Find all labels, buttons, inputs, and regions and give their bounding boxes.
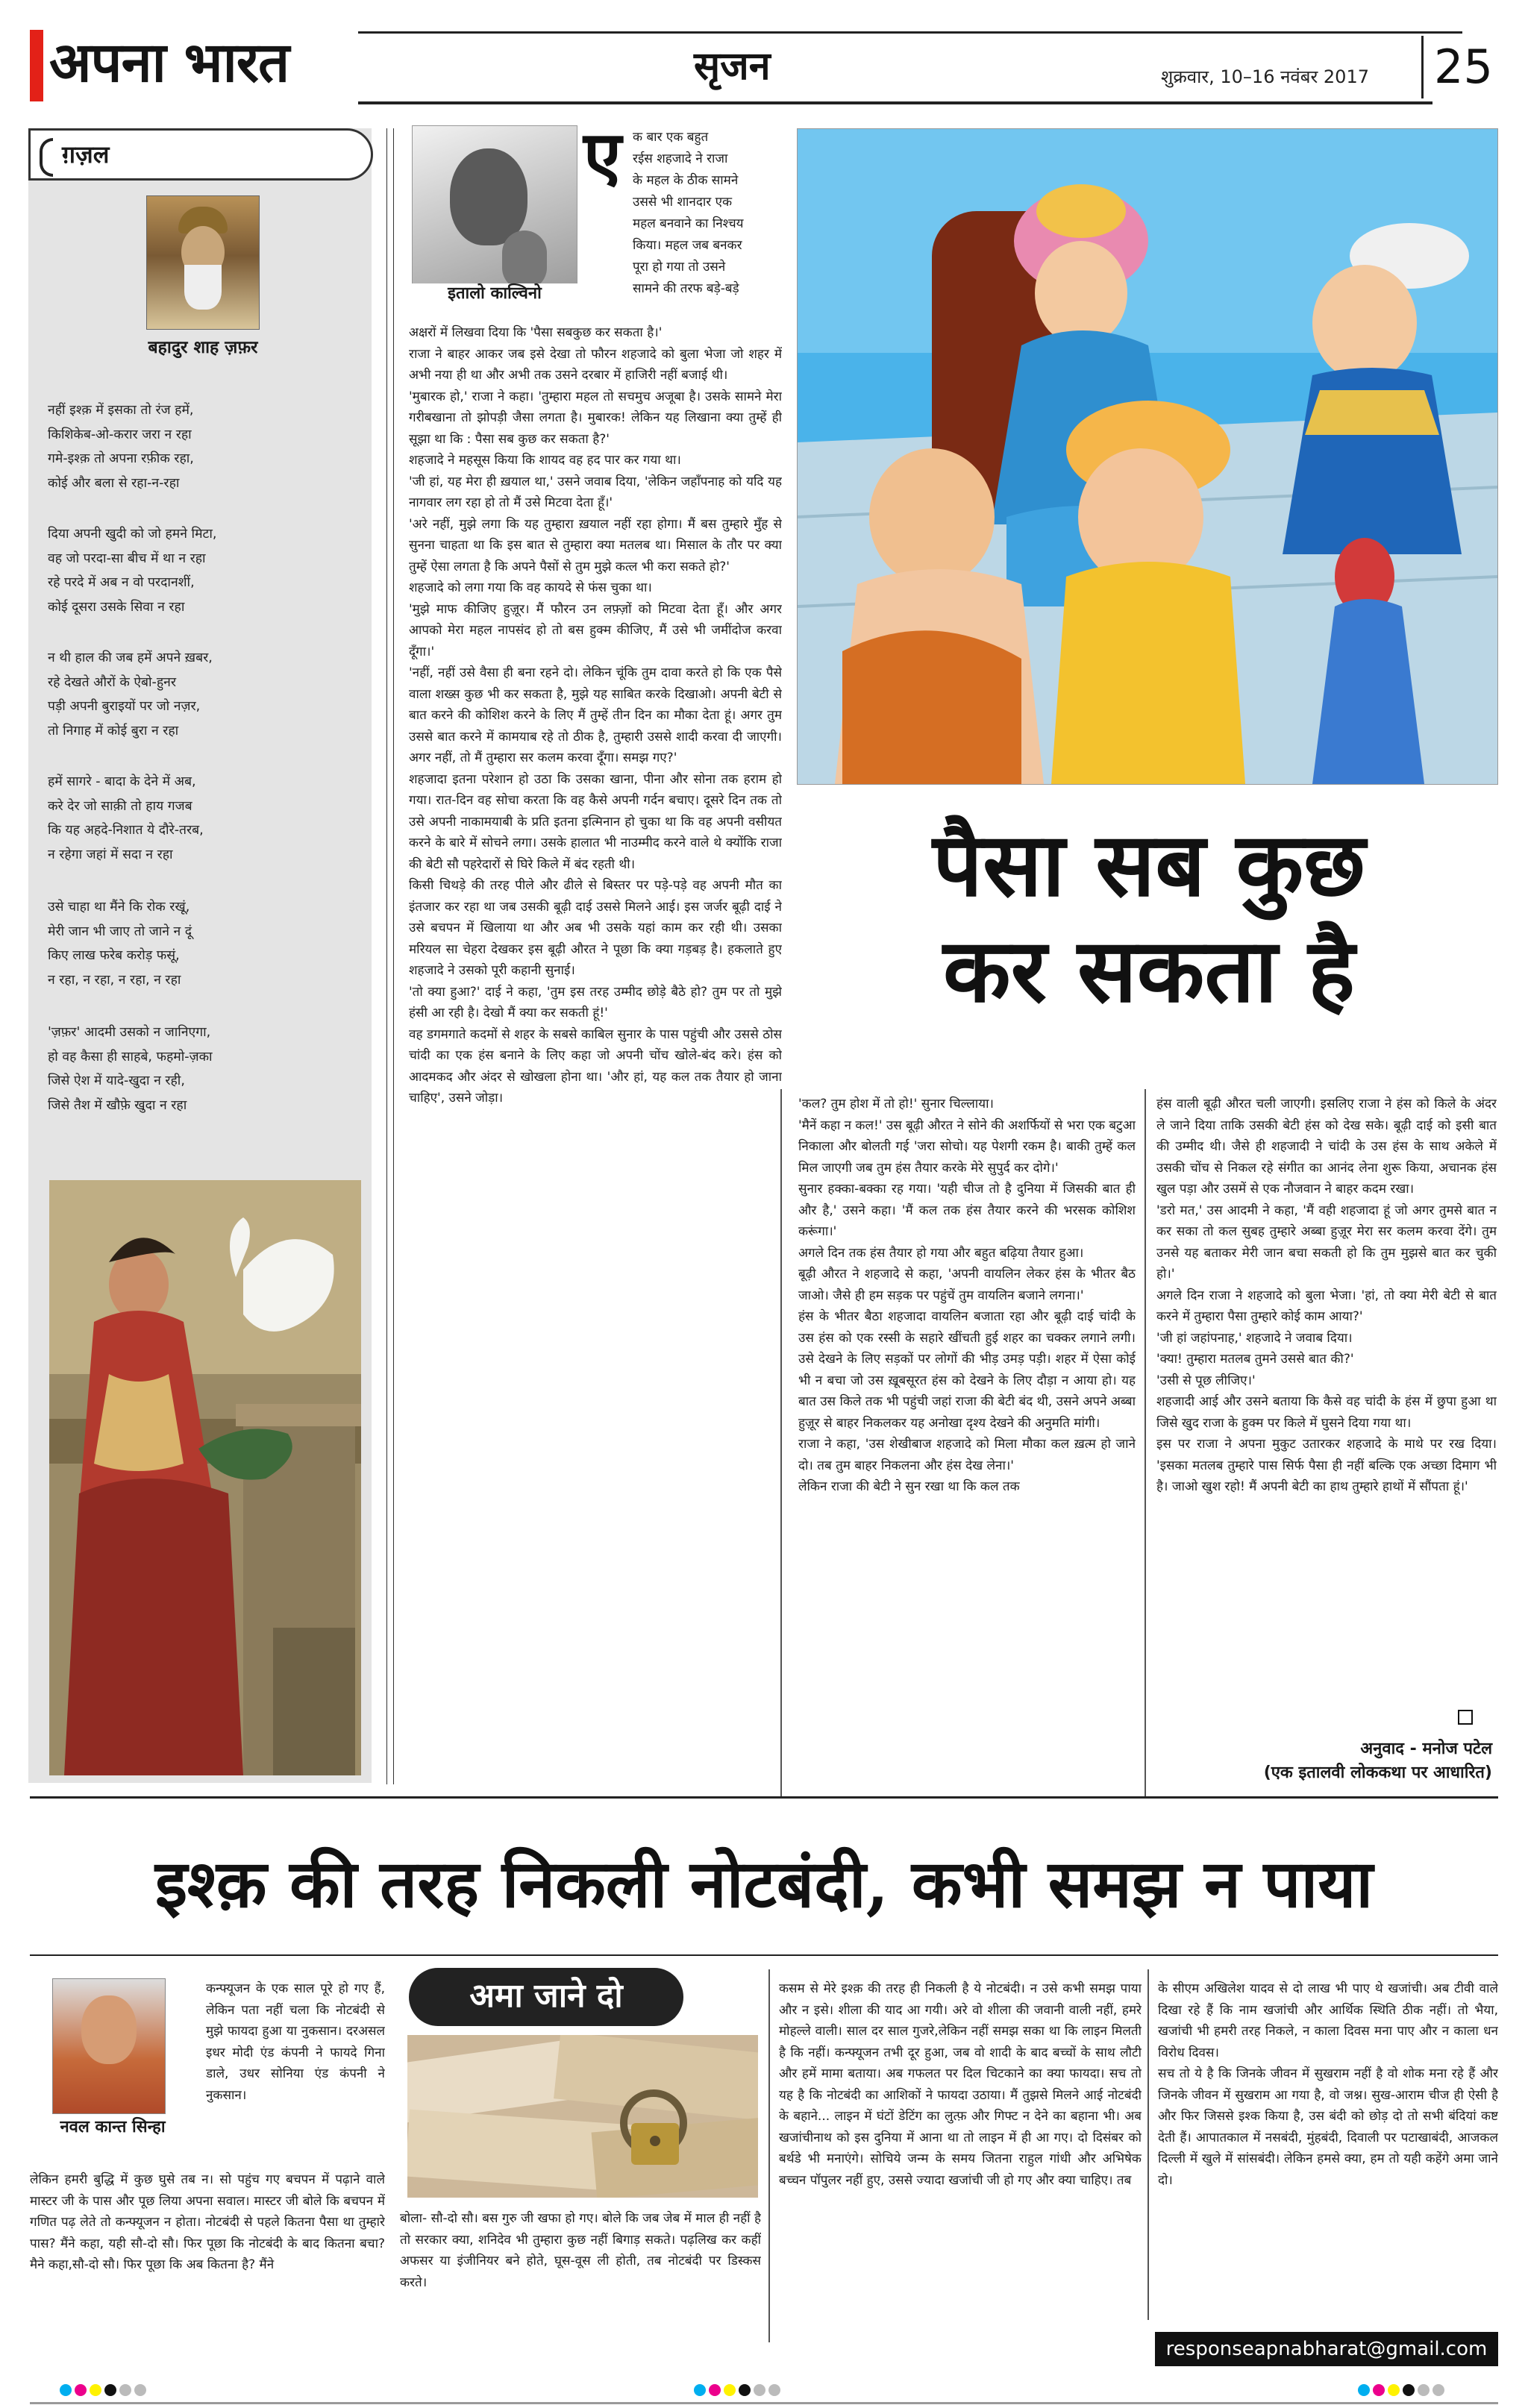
author-caption: इतालो काल्विनो [412, 283, 577, 304]
page-bottom-rule [30, 2402, 1498, 2404]
masthead-divider [1421, 36, 1424, 98]
response-email-box [1155, 2332, 1498, 2366]
column-separator [1145, 1089, 1146, 1798]
page-number: 25 [1434, 40, 1493, 94]
issue-date: शुक्रवार, 10–16 नवंबर 2017 [1161, 66, 1369, 87]
story-headline [821, 812, 1477, 1023]
registration-dots [694, 2384, 783, 2401]
column-separator [386, 128, 394, 1784]
story-dropcap: ए [583, 116, 621, 196]
writer-caption: नवल कान्त सिन्हा [60, 2118, 166, 2136]
satire-column-d: के सीएम अखिलेश यादव से दो लाख भी पाए थे खजांची। अब टीवी वाले दिखा रहे हैं कि नाम खजांची और आर्थिक स्थिति ठीक नहीं। तो भैया, खजांची भी हमरी तरह निकले, न काला दिवस मना पाए और न काला धन विरोध दिवस। सच तो ये है कि जिनके जीवन में सुखराम नहीं है वो शोक मना रहे हैं और जिनके जीवन में सुखराम आ गया है, वो जश्न। सुख-आराम चीज ही ऐसी है और फिर जिससे इश्क किया है, उस बंदी को छोड़ दो तो सभी बंदियां कष्ट देती हैं। आपातकाल में नसबंदी, मुंहबंदी, दिवाली पर पटाखाबंदी, आजकल दिल्ली में खुले में सांसबंदी। लेकिन हमसे क्या, हम तो यही कहेंगे अमा जाने दो। [1158, 1981, 1498, 2188]
masthead-rule-top [358, 31, 1462, 34]
ghazal-stanza: नहीं इश्क़ में इसका तो रंज हमें, किशिकेब-ओ-करार जरा न रहा गमे-इश्क़ तो अपना रफ़ीक रहा, कोई और बला से रहा-न-रहा [48, 403, 194, 491]
story-column-1: अक्षरों में लिखवा दिया कि 'पैसा सबकुछ कर सकता है।' राजा ने बाहर आकर जब इसे देखा तो फौरन शहजादे को बुला भेजा जो शहर में अभी नया ही था और अभी तक उसने दरबार में हाजिरी नहीं बजाई थी। 'मुबारक हो,' राजा ने कहा। 'तुम्हारा महल तो सचमुच अजूबा है। उसके सामने मेरा गरीबखाना तो झोपड़ी जैसा लगता है। मुबारक! लेकिन यह लिखाना क्या तुम्हें ही सूझा था कि : पैसा सब कुछ कर सकता है?' शहजादे ने महसूस किया कि शायद वह हद पार कर गया था। 'जी हां, यह मेरा ही ख़याल था,' उसने जवाब दिया, 'लेकिन जहाँपनाह को यदि यह नागवार लग रहा हो तो मैं उसे मिटवा देता हूँ।' 'अरे नहीं, मुझे लगा कि यह तुम्हारा ख़याल नहीं रहा होगा। मैं बस तुम्हारे मुँह से सुनना चाहता था कि इस बात से तुम्हारा क्या मतलब था। मिसाल के तौर पर क्या तुम्हें ऐसा लगता है कि अपने पैसों से तुम मुझे कत्ल भी करा सकते हो?' शहजादे को लगा गया कि वह कायदे से फंस चुका था। 'मुझे माफ कीजिए हुज़ूर। मैं फौरन उन लफ़्ज़ों को मिटवा देता हूँ। और अगर आपको मेरा महल नापसंद हो तो बस हुक्म कीजिए, मैं उसे भी जमींदोज करवा दूँगा।' 'नहीं, नहीं उसे वैसा ही बना रहने दो। लेकिन चूंकि तुम दावा करते हो कि एक पैसे वाला शख्स कुछ भी कर सकता है, मुझे यह साबित करके दिखाओ। अपनी बेटी से बात करने की कोशिश करने के लिए मैं तुम्हें तीन दिन का मौका देता हूं। अगर तुम उससे बात करने में कामयाब रहे तो ठीक है, तुम्हारी उससे शादी करवा दी जाएगी। अगर नहीं, तो मैं तुम्हारा सर कलम करवा दूँगा। समझ गए?' शहजादा इतना परेशान हो उठा कि उसका खाना, पीना और सोना तक हराम हो गया। रात-दिन वह सोचा करता कि वह कैसे अपनी गर्दन बचाए। दूसरे दिन तक तो उसे अपनी नाकामयाबी के प्रति इतना इत्मिनान हो चुका था कि वह अपनी वसीयत करने के बारे में सोचने लगा। उसके हालात भी नाउम्मीद करने वाले थे क्योंकि राजा की बेटी सौ पहरेदारों से घिरे किले में बंद रहती थी। किसी चिथड़े की तरह पीले और ढीले से बिस्तर पर पड़े-पड़े वह अपनी मौत का इंतजार कर रहा था जब उसकी बूढ़ी दाई उससे मिलने आई। इस जर्जर बूढ़ी दाई ने उसे बचपन में खिलाया था और अब भी उसके यहां काम कर रही थी। उसका मरियल सा चेहरा देखकर इस बूढ़ी औरत ने पूछा कि क्या गड़बड़ है। हकलाते हुए शहजादे ने उसको पूरी कहानी सुनाई। 'तो क्या हुआ?' दाई ने कहा, 'तुम इस तरह उम्मीद छोड़े बैठे हो? तुम पर तो मुझे हंसी आ रही है। देखो मैं क्या कर सकती हूं!' वह डगमगाते कदमों से शहर के सबसे काबिल सुनार के पास पहुंची और उससे ठोस चांदी का एक हंस बनाने के लिए कहा जो अपनी चोंच खोले-बंद करे। हंस को आदमकद और अंदर से खोखला होना था। 'और हां, यह कल तक तैयार हो जाना चाहिए', उसने जोड़ा। [409, 325, 782, 1106]
currency-notes-photo [407, 2035, 758, 2198]
section-title: सृजन [694, 43, 771, 89]
section-divider [30, 1796, 1498, 1799]
response-email: responseapnabharat@gmail.com [1165, 2338, 1488, 2360]
story-headline-line: कर सकता है [943, 918, 1355, 1022]
story-intro: क बार एक बहुत रईस शहजादे ने राजा के महल के ठीक सामने उससे भी शानदार एक महल बनवाने का निश्चय किया। महल जब बनकर पूरा हो गया तो उसने सामने की तरफ बड़े-बड़े [633, 130, 744, 296]
satire-headline: इश्क़ की तरह निकली नोटबंदी, कभी समझ न पाया [154, 1845, 1374, 1922]
column-separator [768, 1969, 770, 2342]
ghazal-stanza: उसे चाहा था मैंने कि रोक रखूं, मेरी जान भी जाए तो जाने न दूं किए लाख फरेब करोड़ फसूं, न रहा, न रहा, न रहा, न रहा [48, 900, 192, 988]
ghazal-stanza: हमें सागरे - बादा के देने में अब, करे देर जो साक़ी तो हाय गजब कि यह अहदे-निशात ये दौरे-तरब, न रहेगा जहां में सदा न रहा [48, 774, 204, 862]
end-square-icon [1458, 1710, 1473, 1725]
registration-dots [60, 2384, 149, 2401]
poet-portrait [146, 195, 260, 330]
story-illustration [797, 128, 1498, 785]
registration-dots [1358, 2384, 1447, 2401]
ghazal-section-tab [28, 128, 373, 181]
logo-accent-bar [30, 30, 43, 101]
satire-column-c: कसम से मेरे इश्क़ की तरह ही निकली है ये नोटबंदी। न उसे कभी समझ पाया और न इसे। शीला की याद आ गयी। अरे वो शीला की जवानी वाली नहीं, हमरे मोहल्ले वाली। साल दर साल गुजरे,लेकिन नहीं समझ सका था कि लाइन मिलती है कि नहीं। कन्फ्यूजन तभी दूर हुआ, जब वो शादी के बाद बच्चों के साथ लौटी और हमें मामा बताया। अब गफलत पर दिल चिटकाने का क्या फायदा। सच तो यह है कि नोटबंदी का आशिकों ने फायदा उठाया। मैं तुझसे मिलने आई नोटबंदी के बहाने... लाइन में घंटों डेटिंग का लुत्फ़ और गिफ्ट न देने का बहाना भी। अब खजांचीनाथ को इस दुनिया में आना था तो लाइन में ही आ गए। दो दिसंबर को बर्थडे भी मनाएंगे। सोचिये जन्म के समय जितना राहुल गांधी और अभिषेक बच्चन पॉपुलर नहीं हुए, उससे ज्यादा खजांची जी हो गए और क्या चाहिए। तब [779, 1981, 1142, 2188]
writer-portrait [52, 1978, 166, 2114]
masthead-rule-bottom [358, 101, 1432, 104]
story-column-2: 'कल? तुम होश में तो हो!' सुनार चिल्लाया। 'मैनें कहा न कल!' उस बूढ़ी औरत ने सोने की अशर्फियों से भरा एक बटुआ निकाला और बोलती गई 'जरा सोचो। यह पेशगी रकम है। बाकी तुम्हें कल मिल जाएगी जब तुम हंस तैयार करके मेरे सुपुर्द कर दोगे।' सुनार हक्का-बक्का रह गया। 'यही चीज तो है दुनिया में जिसकी बात ही और है,' उसने कहा। 'मैं कल तक हंस तैयार करने की भरसक कोशिश करूंगा।' अगले दिन तक हंस तैयार हो गया और बहुत बढ़िया तैयार हुआ। बूढ़ी औरत ने शहजादे से कहा, 'अपनी वायलिन लेकर हंस के भीतर बैठ जाओ। जैसे ही हम सड़क पर पहुंचें तुम वायलिन बजाने लगना।' हंस के भीतर बैठा शहजादा वायलिन बजाता रहा और बूढ़ी दाई चांदी के उस हंस को एक रस्सी के सहारे खींचती हुई शहर का चक्कर लगाने लगी। उसे देखने के लिए सड़कों पर लोगों की भीड़ उमड़ पड़ी। शहर में ऐसा कोई भी न बचा जो उस ख़ूबसूरत हंस को देखने के लिए दौड़ा न आया हो। यह बात उस किले तक भी पहुंची जहां राजा की बेटी बंद थी, उसने अपने अब्बा हुज़ूर से बाहर निकलकर यह अनोखा दृश्य देखने की अनुमति मांगी। राजा ने कहा, 'उस शेखीबाज शहजादे को मिला मौका कल ख़त्म हो जाने दो। तब तुम बाहर निकलना और हंस देख लेना।' लेकिन राजा की बेटी ने सुन रखा था कि कल तक [798, 1097, 1136, 1494]
woman-with-swan-painting [49, 1180, 361, 1775]
ghazal-stanza: 'ज़फ़र' आदमी उसको न जानिएगा, हो वह कैसा ही साहबे, फहमो-ज़का जिसे ऐश में यादे-खुदा न रही, जिसे तैश में खौफ़े खुदा न रहा [48, 1025, 213, 1113]
column-separator [1147, 1969, 1149, 2320]
satire-column-a-top: कन्फ्यूजन के एक साल पूरे हो गए हैं, लेकिन पता नहीं चला कि नोटबंदी से मुझे फायदा हुआ या नुकसान। दरअसल इधर मोदी एंड कंपनी ने फायदे गिना डाले, उधर सोनिया एंड कंपनी ने नुकसान। [206, 1981, 385, 2103]
satire-column-b: बोला- सौ-दो सौ। बस गुरु जी खफा हो गए। बोले कि जब जेब में माल ही नहीं है तो सरकार क्या, शनिदेव भी तुम्हारा कुछ नहीं बिगाड़ सकते। पढ़लिख कर कहीं अफसर या इंजीनियर बने होते, घूस-वूस ली होती, तब नोटबंदी पर डिस्कस करते। [400, 2211, 761, 2290]
poet-caption: बहादुर शाह ज़फ़र [148, 338, 258, 357]
author-portrait [412, 125, 577, 295]
source-credit: (एक इतालवी लोककथा पर आधारित) [1263, 1763, 1492, 1782]
ghazal-stanza: न थी हाल की जब हमें अपने ख़बर, रहे देखते औरों के ऐबो-हुनर पड़ी अपनी बुराइयों पर जो नज़र, तो निगाह में कोई बुरा न रहा [48, 650, 213, 739]
newspaper-logo: अपना भारत [49, 31, 289, 95]
column-separator [780, 1089, 782, 1798]
bracket-icon [40, 138, 53, 177]
column-name-tab [409, 1968, 683, 2026]
translator-credit: अनुवाद - मनोज पटेल [1360, 1740, 1492, 1758]
satire-column-a-bottom: लेकिन हमरी बुद्धि में कुछ घुसे तब न। सो पहुंच गए बचपन में पढ़ाने वाले मास्टर जी के पास और पूछ लिया अपना सवाल। मास्टर जी बोले कि बचपन में गणित पढ़ लेते तो कन्फ्यूजन न होता। नोटबंदी से पहले कितना पैसा था तुम्हारे पास? मैंने कहा, यही सौ-दो सौ। फिर पूछा कि नोटबंदी के बाद कितना बचा? मैने कहा,सौ-दो सौ। फिर पूछा कि अब कितना है? मैंने [30, 2172, 385, 2272]
ghazal-tab-label: ग़ज़ल [62, 140, 110, 169]
section-divider [30, 1954, 1498, 1956]
ghazal-stanza: दिया अपनी खुदी को जो हमने मिटा, वह जो परदा-सा बीच में था न रहा रहे परदे में अब न वो परदानशीं, कोई दूसरा उसके सिवा न रहा [48, 527, 217, 615]
story-column-3: हंस वाली बूढ़ी औरत चली जाएगी। इसलिए राजा ने हंस को किले के अंदर ले जाने दिया ताकि उसकी बेटी हंस को देख सके। बूढ़ी दाई को इसी बात की उम्मीद थी। जैसे ही शहजादी ने चांदी के उस हंस के साथ अकेले में उसकी चोंच से निकल रहे संगीत का आनंद लेना शुरू किया, अचानक हंस खुल पड़ा और उसमें से एक नौजवान ने बाहर कदम रखा। 'डरो मत,' उस आदमी ने कहा, 'मैं वही शहजादा हूं जो अगर तुमसे बात न कर सका तो कल सुबह तुम्हारे अब्बा हुज़ूर मेरा सर कलम करवा देंगे। तुम उनसे यह बताकर मेरी जान बचा सकती हो कि तुम मुझसे बात कर चुकी हो।' अगले दिन राजा ने शहजादे को बुला भेजा। 'हां, तो क्या मेरी बेटी से बात करने में तुम्हारा पैसा तुम्हारे कोई काम आया?' 'जी हां जहांपनाह,' शहजादे ने जवाब दिया। 'क्या! तुम्हारा मतलब तुमने उससे बात की?' 'उसी से पूछ लीजिए।' शहजादी आई और उसने बताया कि कैसे वह चांदी के हंस में छुपा हुआ था जिसे खुद राजा के हुक्म पर किले में घुसने दिया गया था। इस पर राजा ने अपना मुकुट उतारकर शहजादे के माथे पर रख दिया। 'इसका मतलब तुम्हारे पास सिर्फ पैसा ही नहीं बल्कि एक अच्छा दिमाग भी है। जाओ खुश रहो! मैं अपनी बेटी का हाथ तुम्हारे हाथों में सौंपता हूं।' [1156, 1097, 1497, 1494]
story-headline-line: पैसा सब कुछ [932, 812, 1365, 916]
column-name: अमा जाने दो [469, 1977, 623, 2015]
